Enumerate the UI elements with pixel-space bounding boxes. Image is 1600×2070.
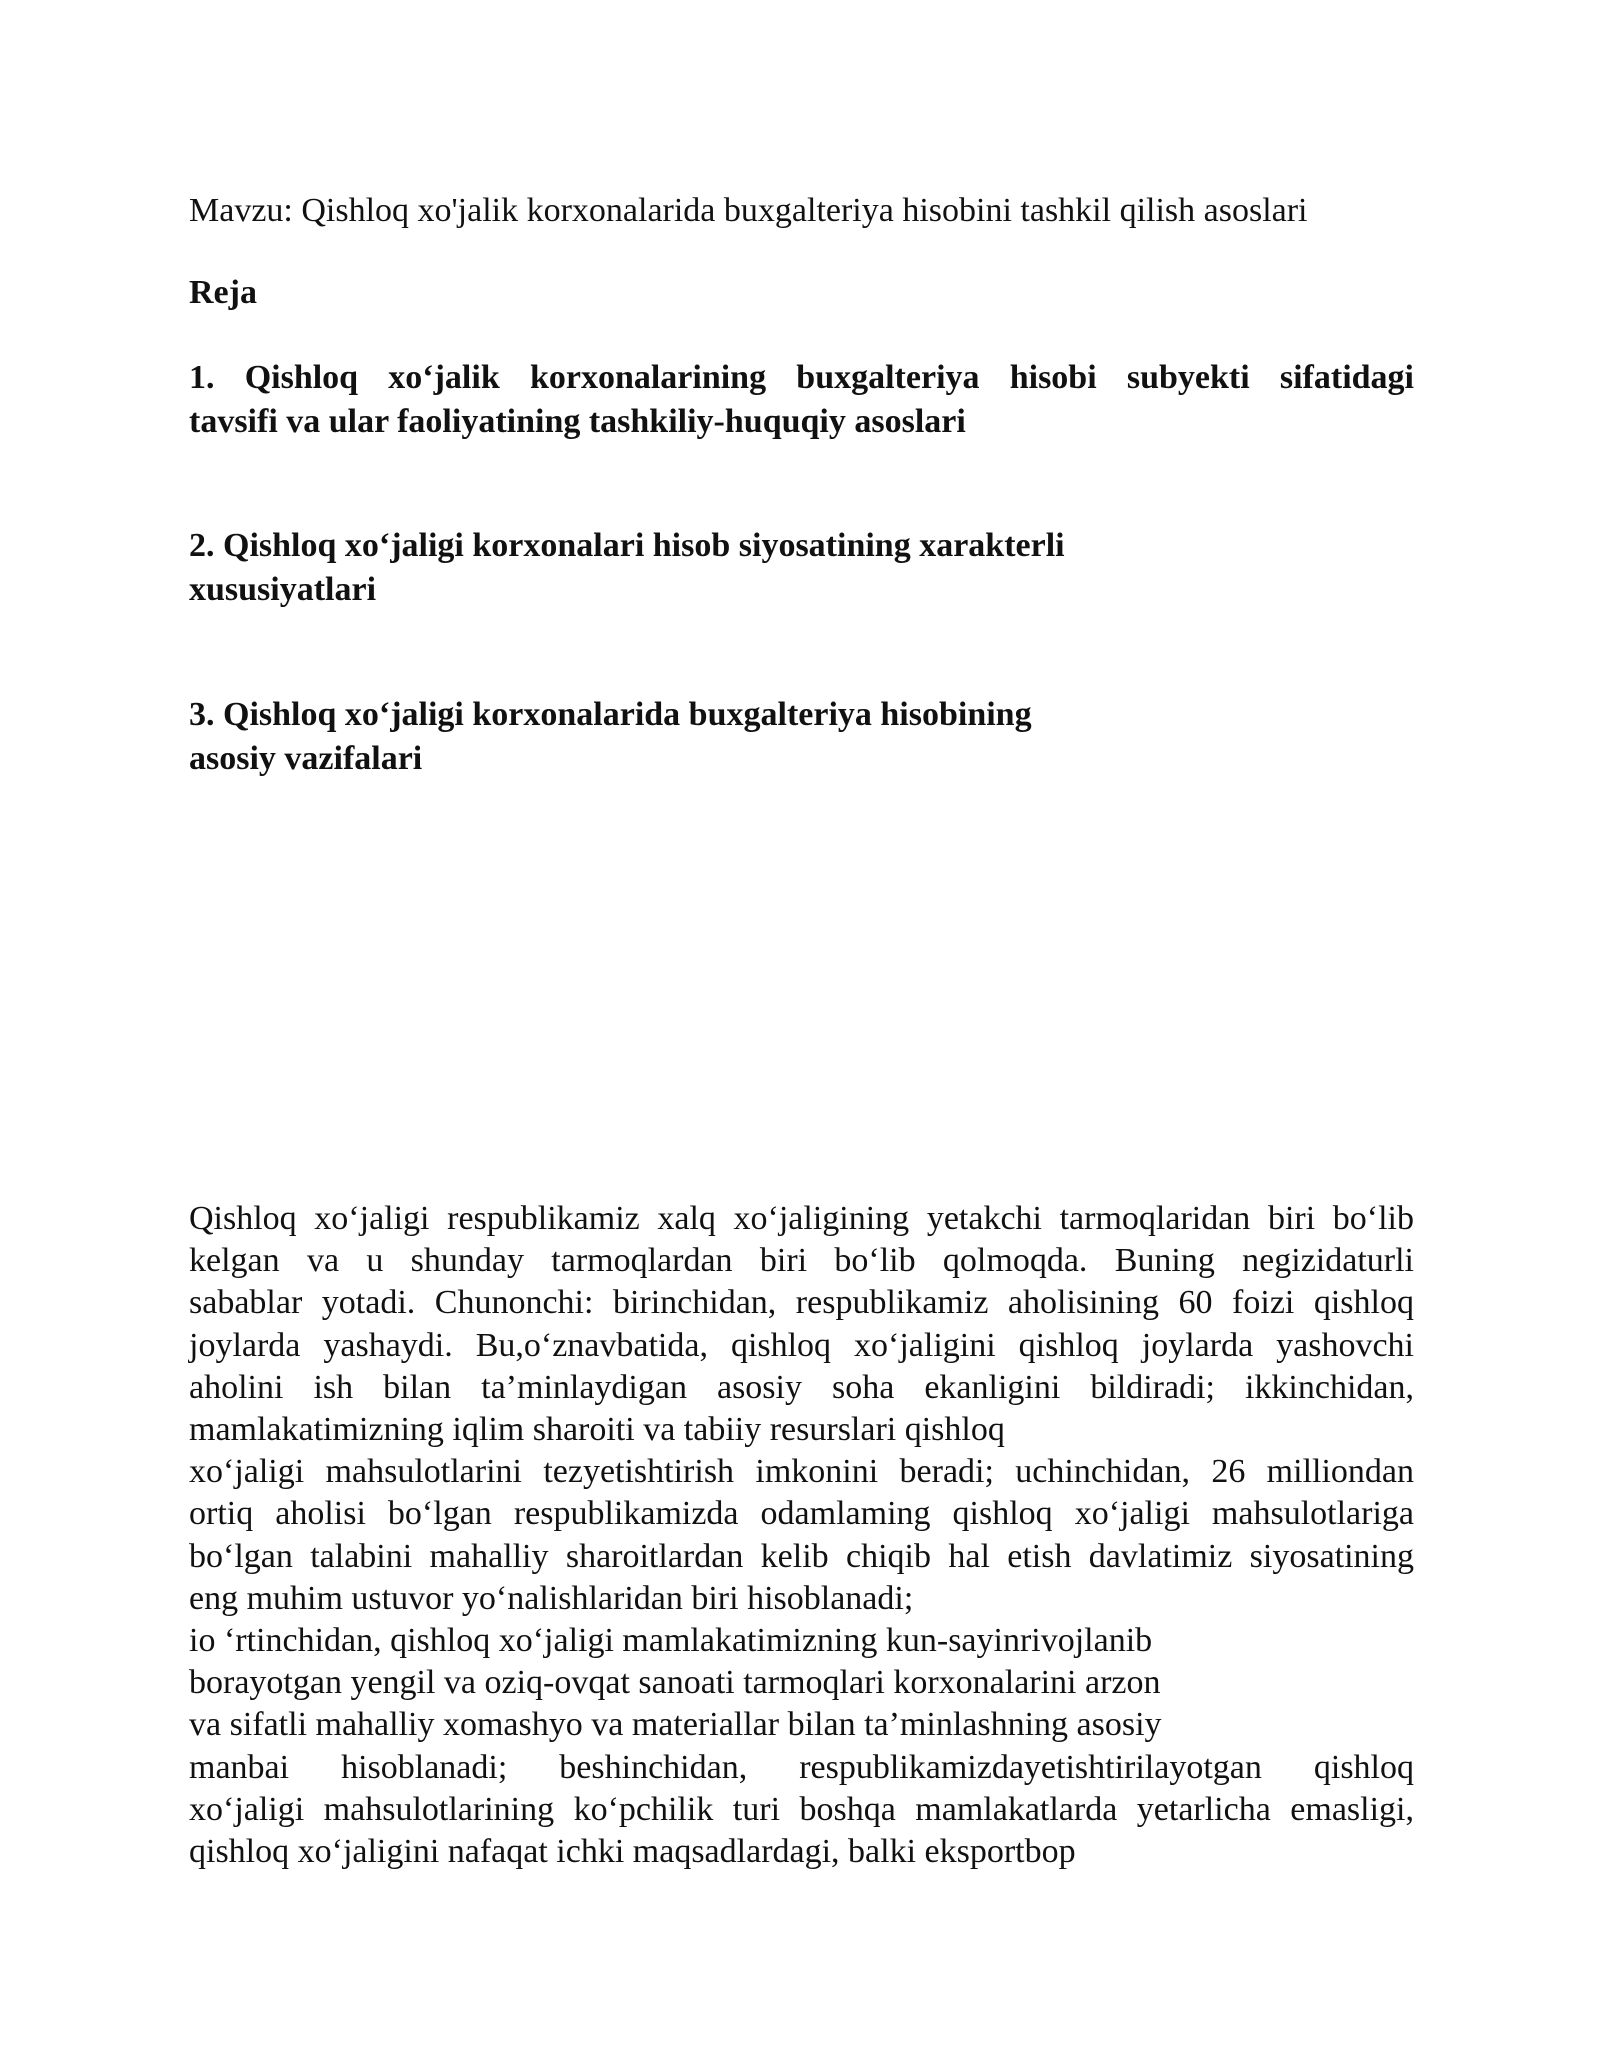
body-line: manbai hisoblanadi; beshinchidan, respublikamizdayetishtirilayotgan qishloq — [189, 1748, 1414, 1786]
body-line: borayotgan yengil va oziq-ovqat sanoati tarmoqlari korxonalarini arzon — [189, 1664, 1161, 1702]
plan-item-1 — [189, 356, 1414, 444]
body-line: ortiq aholisi bo‘lgan respublikamizda odamlaming qishloq xo‘jaligi mahsulotlariga — [189, 1495, 1414, 1533]
plan-item-3 — [189, 693, 1414, 781]
body-line: xo‘jaligi mahsulotlarini tezyetishtirish imkonini beradi; uchinchidan, 26 milliondan — [189, 1453, 1414, 1491]
plan-item-2-line-1: 2. Qishloq xo‘jaligi korxonalari hisob siyosatining xarakterli — [189, 527, 1065, 564]
body-line: kelgan va u shunday tarmoqlardan biri bo‘lib qolmoqda. Buning negizidaturli — [189, 1242, 1414, 1280]
body-line: io ‘rtinchidan, qishloq xo‘jaligi mamlakatimizning kun-sayinrivojlanib — [189, 1622, 1153, 1660]
body-line: aholini ish bilan ta’minlaydigan asosiy soha ekanligini bildiradi; ikkinchidan, — [189, 1368, 1414, 1406]
body-paragraph — [189, 1198, 1414, 1873]
plan-item-3-line-1: 3. Qishloq xo‘jaligi korxonalarida buxgalteriya hisobining — [189, 696, 1032, 733]
body-line: sabablar yotadi. Chunonchi: birinchidan, respublikamiz aholisining 60 foizi qishloq — [189, 1284, 1414, 1322]
body-line: xo‘jaligi mahsulotlarining ko‘pchilik turi boshqa mamlakatlarda yetarlicha emasligi, — [189, 1790, 1414, 1828]
body-line: bo‘lgan talabini mahalliy sharoitlardan kelib chiqib hal etish davlatimiz siyosatining — [189, 1537, 1414, 1575]
plan-item-2-line-2: xususiyatlari — [189, 571, 377, 608]
plan-item-2 — [189, 524, 1414, 612]
plan-heading: Reja — [189, 274, 257, 311]
body-line: qishloq xo‘jaligini nafaqat ichki maqsadlardagi, balki eksportbop — [189, 1833, 1076, 1871]
body-line: va sifatli mahalliy xomashyo va materiallar bilan ta’minlashning asosiy — [189, 1706, 1162, 1744]
topic-title: Mavzu: Qishloq xo'jalik korxonalarida buxgalteriya hisobini tashkil qilish asoslari — [189, 192, 1308, 229]
plan-item-3-line-2: asosiy vazifalari — [189, 740, 423, 777]
body-line: Qishloq xo‘jaligi respublikamiz xalq xo‘jaligining yetakchi tarmoqlaridan biri bo‘lib — [189, 1200, 1414, 1237]
body-line: mamlakatimizning iqlim sharoiti va tabiiy resurslari qishloq — [189, 1411, 1005, 1449]
body-line: joylarda yashaydi. Bu,o‘znavbatida, qishloq xo‘jaligini qishloq joylarda yashovchi — [189, 1326, 1414, 1364]
plan-item-1-line-1: 1. Qishloq xo‘jalik korxonalarining buxgalteriya hisobi subyekti sifatidagi — [189, 359, 1414, 396]
plan-item-1-line-2: tavsifi va ular faoliyatining tashkiliy-huquqiy asoslari — [189, 403, 966, 440]
body-line: eng muhim ustuvor yo‘nalishlaridan biri hisoblanadi; — [189, 1579, 914, 1617]
